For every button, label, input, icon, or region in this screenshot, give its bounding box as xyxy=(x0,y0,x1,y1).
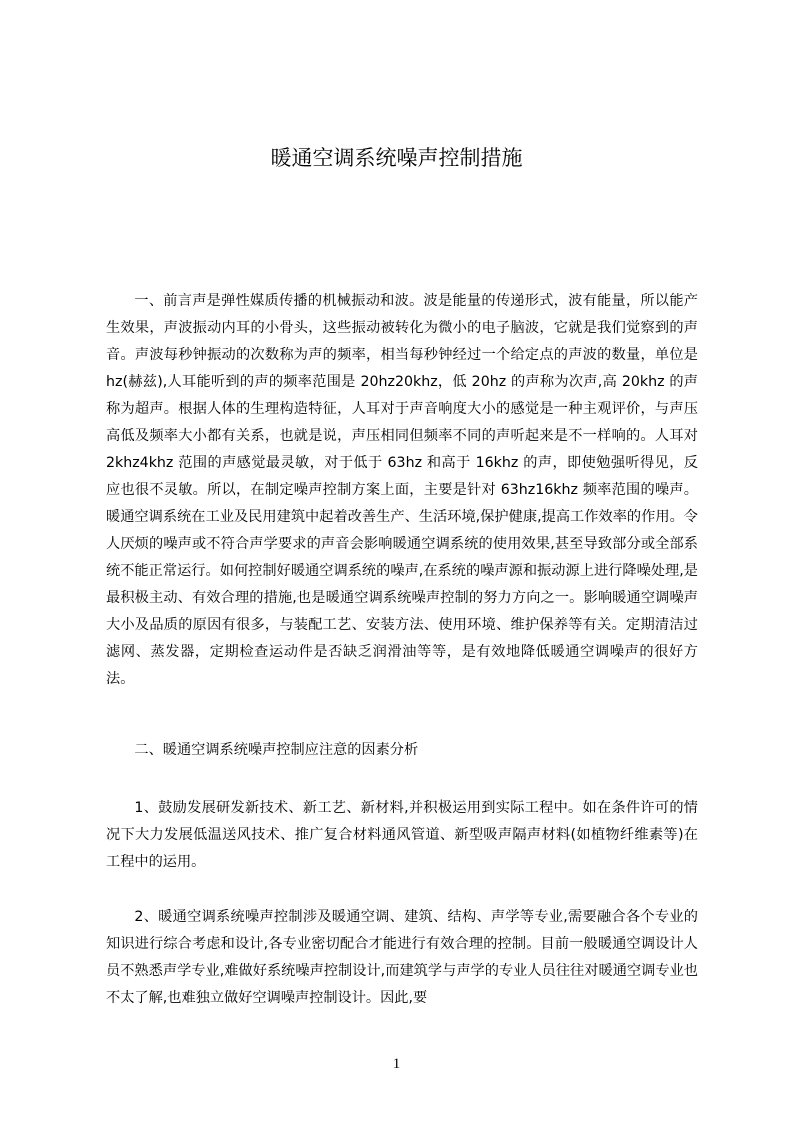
section-heading-factors: 二、暖通空调系统噪声控制应注意的因素分析 xyxy=(134,742,419,758)
document-title: 暖通空调系统噪声控制措施 xyxy=(270,146,523,170)
paragraph-factor-1: 1、鼓励发展研发新技术、新工艺、新材料,并积极运用到实际工程中。如在条件许可的情况下大力发展低温送风技术、推广复合材料通风管道、新型吸声隔声材料(如植物纤维素等)在工程中的运用。 xyxy=(106,800,698,870)
page-number: 1 xyxy=(392,1056,401,1072)
paragraph-introduction: 一、前言声是弹性媒质传播的机械振动和波。波是能量的传递形式，波有能量，所以能产生效果，声波振动内耳的小骨头，这些振动被转化为微小的电子脑波，它就是我们觉察到的声音。声波每秒钟振动的次数称为声的频率，相当每秒钟经过一个给定点的声波的数量，单位是 hz(赫兹),人耳能听到的声的频率范围是 20hz20khz，低 20hz 的声称为次声,高 20khz 的声称为超声。根据人体的生理构造特征，人耳对于声音响度大小的感觉是一种主观评价，与声压高低及频率大小都有关系，也就是说，声压相同但频率不同的声听起来是不一样响的。人耳对 2khz4khz 范围的声感觉最灵敏，对于低于 63hz 和高于 16khz 的声，即使勉强听得见，反应也很不灵敏。所以，在制定噪声控制方案上面，主要是针对 63hz16khz 频率范围的噪声。暖通空调系统在工业及民用建筑中起着改善生产、生活环境,保护健康,提高工作效率的作用。令人厌烦的噪声或不符合声学要求的声音会影响暖通空调系统的使用效果,甚至导致部分或全部系统不能正常运行。如何控制好暖通空调系统的噪声,在系统的噪声源和振动源上进行降噪处理,是最积极主动、有效合理的措施,也是暖通空调系统噪声控制的努力方向之一。影响暖通空调噪声大小及品质的原因有很多，与装配工艺、安装方法、使用环境、维护保养等有关。定期清洁过滤网、蒸发器，定期检查运动件是否缺乏润滑油等等，是有效地降低暖通空调噪声的很好方法。 xyxy=(106,293,698,687)
paragraph-factor-2: 2、暖通空调系统噪声控制涉及暖通空调、建筑、结构、声学等专业,需要融合各个专业的知识进行综合考虑和设计,各专业密切配合才能进行有效合理的控制。目前一般暖通空调设计人员不熟悉声学专业,难做好系统噪声控制设计,而建筑学与声学的专业人员往往对暖通空调专业也不太了解,也难独立做好空调噪声控制设计。因此,要 xyxy=(106,909,698,1006)
